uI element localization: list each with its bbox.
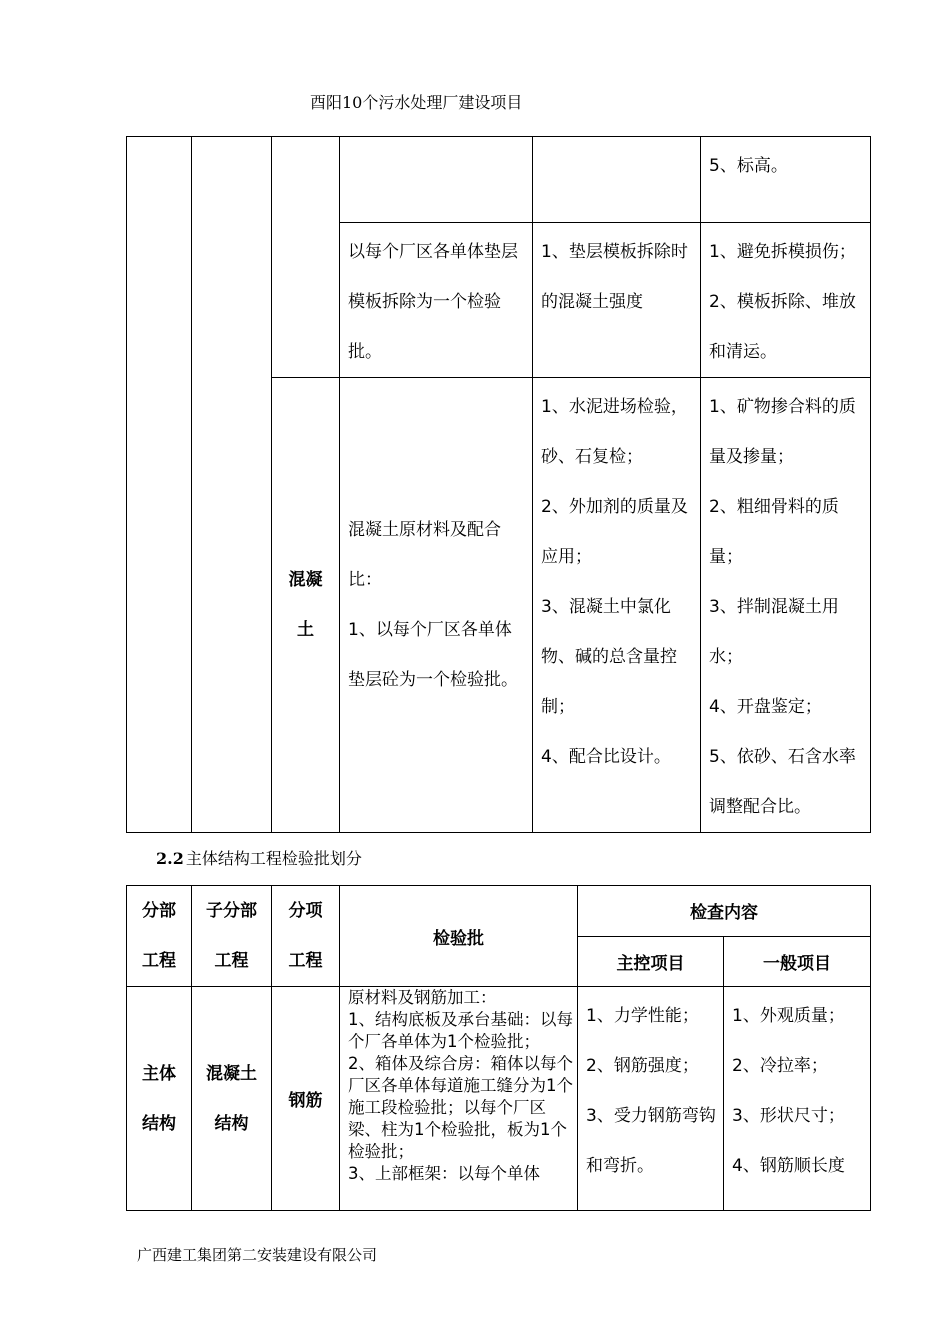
main-items-cell xyxy=(578,987,724,1211)
inspection-table-continued xyxy=(126,136,871,833)
subdivision-cell xyxy=(192,137,272,833)
general-items-cell xyxy=(724,987,871,1211)
main-items-text: 1、力学性能； 2、钢筋强度； 3、受力钢筋弯钩和弯折。 xyxy=(586,1006,716,1176)
division-label: 主体结构 xyxy=(142,1063,176,1134)
main-items-text: 1、垫层模板拆除时的混凝土强度 xyxy=(541,242,688,312)
batch-cell xyxy=(340,987,578,1211)
batch-text: 原材料及钢筋加工： 1、结构底板及承台基础：以每个厂各单体为1个检验批； 2、箱体及综合房：箱体以每个厂区各单体每道施工缝分为1个施工段检验批；以每个厂区梁、柱为1个检验批，板为1个检验批； 3、上部框架：以每个单体 xyxy=(348,988,573,1183)
section-heading xyxy=(156,846,362,869)
main-items-cell xyxy=(533,378,701,833)
item-cell-concrete xyxy=(272,378,340,833)
header-division-label: 分部工程 xyxy=(142,901,176,971)
header-item-label: 分项工程 xyxy=(288,901,323,971)
header-subdivision xyxy=(192,886,272,987)
item-label: 混凝土 xyxy=(288,570,323,640)
batch-text: 混凝土原材料及配合比： 1、以每个厂区各单体垫层砼为一个检验批。 xyxy=(348,520,518,690)
batch-cell xyxy=(340,378,533,833)
header-subdivision-label: 子分部工程 xyxy=(206,901,257,971)
main-items-cell xyxy=(533,137,701,223)
main-structure-inspection-table xyxy=(126,885,871,1211)
page-header-title: 酉阳10个污水处理厂建设项目 xyxy=(310,93,523,112)
header-general-items: 一般项目 xyxy=(724,936,871,987)
section-title: 主体结构工程检验批划分 xyxy=(185,849,362,868)
subdivision-cell xyxy=(192,987,272,1211)
general-items-text: 1、矿物掺合料的质量及掺量； 2、粗细骨料的质量； 3、拌制混凝土用水； 4、开盘鉴定； 5、依砂、石含水率调整配合比。 xyxy=(709,397,856,817)
general-items-text: 1、避免拆模损伤；2、模板拆除、堆放和清运。 xyxy=(709,242,856,362)
header-batch: 检验批 xyxy=(340,886,578,987)
subdivision-label: 混凝土结构 xyxy=(206,1063,257,1134)
batch-cell xyxy=(340,223,533,378)
header-item xyxy=(272,886,340,987)
general-items-text: 1、外观质量； 2、冷拉率； 3、形状尺寸； 4、钢筋顺长度 xyxy=(732,1006,845,1176)
division-cell xyxy=(127,987,192,1211)
main-items-text: 1、水泥进场检验，砂、石复检； 2、外加剂的质量及应用； 3、混凝土中氯化物、碱的总含量控制； 4、配合比设计。 xyxy=(541,397,688,767)
header-division xyxy=(127,886,192,987)
item-cell xyxy=(272,137,340,378)
division-cell xyxy=(127,137,192,833)
general-items-text: 5、标高。 xyxy=(709,156,788,176)
header-main-items: 主控项目 xyxy=(578,936,724,987)
section-number: 2.2 xyxy=(156,849,184,868)
batch-text: 以每个厂区各单体垫层模板拆除为一个检验批。 xyxy=(348,242,518,362)
item-cell: 钢筋 xyxy=(272,987,340,1211)
footer-company: 广西建工集团第二安装建设有限公司 xyxy=(137,1246,378,1264)
general-items-cell xyxy=(701,137,871,223)
general-items-cell xyxy=(701,378,871,833)
header-inspection: 检查内容 xyxy=(578,886,871,937)
main-items-cell xyxy=(533,223,701,378)
general-items-cell xyxy=(701,223,871,378)
batch-cell xyxy=(340,137,533,223)
